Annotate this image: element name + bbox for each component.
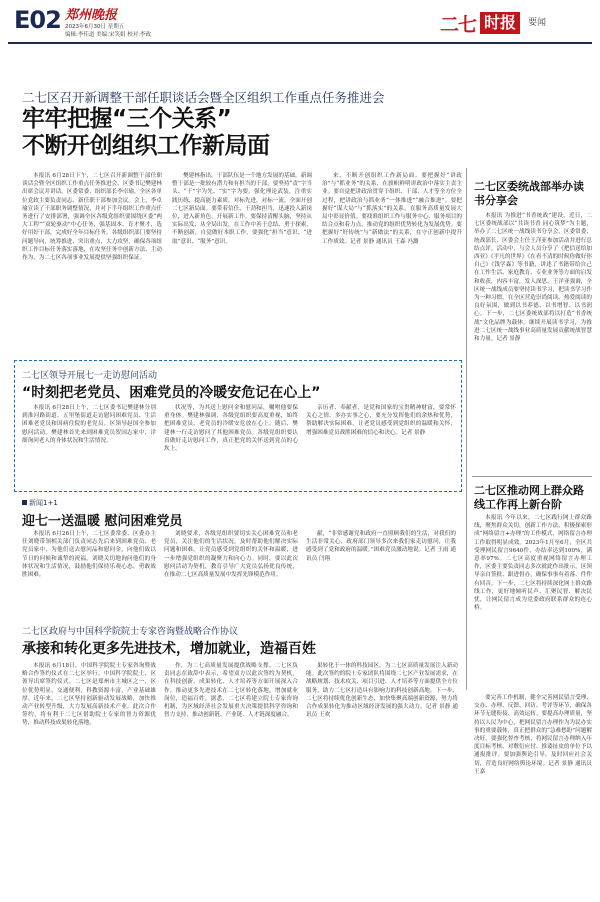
- sidebar2-body-cont: 要完善工作机制，健全完善网民留言受理、交办、办理、反馈、回访、考评等环节，确保各环节无缝衔接、高效运转。要提高办理质量，坚持以人民为中心，把网民留言办理作为为民办实事的重要载体，真正把群众的“急难愁盼”问题解决好。要强化督查考核，将网民留言办理纳入年度目标考核，对敷衍应付、推诿扯皮的单位予以通报批评。要加强舆论引导，及时回应社会关切，营造良好网络舆论环境。记者 景静 通讯员 王嘉: [474, 695, 592, 775]
- story2-col-3: 亲历者、奉献者，是党和国家的宝贵精神财富，要常怀关心之情、多办实事之心，要充分发挥他们的余热和优势，帮助解决实际困难，让老党员感受到党组织的温暖和关怀，增强困难党员战胜困难的信心和决心。记者 景静: [306, 405, 456, 436]
- story3-col-3: 献，“非常感谢党和政府一直照顾我们的生活，对我们的生活非常关心，政府部门领导多次来我们家走访慰问，让我感受到了党和政府的温暖。”困难党员激动地说。记者 王雨 通讯员 闫翔: [306, 531, 456, 562]
- story4-kicker: 二七区政府与中国科学院院士专家咨询暨战略合作协议: [22, 627, 239, 637]
- sidebar2-title: 二七区推动网上群众路线工作再上新台阶: [474, 484, 584, 511]
- section-label: 要闻: [528, 18, 547, 28]
- story4-col-1: 本报讯 6月18日，中国科学院院士专家咨询暨战略合作签约仪式在二七区举行。中国科学院院士、区领导出席签约仪式。二七区是郑州市主城区之一，区位优势明显，交通便利，科教资源丰富，产业基础雄厚。近年来，二七区坚持创新驱动发展战略，加快推动产业转型升级，大力发展高新技术产业。此次合作签约，将有利于二七区借助院士专家的智力资源优势，推动科技成果转化落地。: [22, 663, 156, 727]
- lead-col-2: 樊建林指出，干部队伍是一个地方发展的基础。新调整干部是一批较有潜力和有担当的干部，要坚持“责”字当头、“干”字为先、“实”字为要，强化理论武装，注重实践历练，提高能力素质，对标先进，对标一流，全面开创二七区新局面。要带着信任、干劲和担当，迅速投入新岗位，进入新角色，开展新工作。要保持清醒头脑，坚持从实际出发、从全局出发，在工作中善于总结、勇于探索、不断创新，自觉做好本职工作。要强化“担当”意识、“进取”意识、“服务”意识。: [172, 173, 312, 245]
- tag-square-icon: [22, 500, 27, 505]
- editors-line: 编辑:李佳道 美编:宋笑娟 校对:李政: [65, 32, 152, 38]
- sidebar1-body: 本报讯 为推进“书香统战”建设，近日，二七区委统战部以“共读书香 同心筑梦”为主题，举办了二七区统一战线读书分享会，区委常委、统战部长、区委会主任王洋亚参加活动并进行总结点评。活动中，与会人员分享了《把信送给加西亚》《平凡的世界》《在看不清的时候你做好你自己》《钱学森》等书籍，讲述了书籍带给自己在工作生活、家庭教育、专业业务等方面的启发和收获，内容丰富，发人深思。王洋亚强调，全区统一战线成员要坚持读书学习，把读书学习作为一种习惯，在全区营造崇尚阅读、热爱阅读的良好氛围，做到以书养德、以书增智、以书润心。下一步，二七区委统战部将以打造“书香统战”文化品牌为载体，继续开展读书学习，为推进二七区统一战线事业高质量发展贡献统战智慧和力量。记者 景静: [474, 213, 592, 343]
- page-number: E02: [14, 6, 61, 34]
- story4-col-2: 作，为二七高质量发展提供战略支撑。二七区负责同志在致辞中表示，希望双方以此次签约为契机，在科技创新、成果转化、人才培养等方面开展深入合作，推动更多先进技术在二七区转化落地，增加就业岗位，造福百姓。据悉，二七区将建立院士专家咨询机制，为区域经济社会发展重大决策提供科学咨询和智力支持，推动创新链、产业链、人才链深度融合。: [164, 663, 298, 719]
- story3-col-2: 刘晓要求，各级党组织要切实关心困难党员和老党员，关注他们的生活状况，及时帮助他们解决实际问题和困难，让党员感受到党组织的关怀和温暖，进一步增强党组织的凝聚力和向心力。同时，要以此次慰问活动为契机，教育引导广大党员弘扬优良传统，在推动二七区高质量发展中发挥先锋模范作用。: [164, 531, 298, 579]
- header-rule: [8, 42, 592, 44]
- lead-col-3: 来、不断开创组织工作新局面。要把握好“讲政治”与“抓业务”的关系，在旗帜鲜明讲政治中落实主责主业。要自觉把讲政治贯穿于组织、干部、人才等全方位全过程，把讲政治与抓业务“一体推进”“融合推进”。要把握好“谋大局”与“抓落实”的关系，在服务高质量发展大局中彰显价值。要找准组织工作与服务中心、服务项目的结合点和着力点，推动党的组织优势转化为发展优势。要把握好“好传统”与“新做法”的关系，在守正创新中提升工作质效。记者 景静 通讯员 王森 冯潞: [322, 173, 462, 245]
- story3-headline: 迎七一送温暖 慰问困难党员: [22, 514, 183, 529]
- story3-col-1: 本报讯 6月26日上午，二七区委常委、区委办主任刘晓带领相关部门负责同志先后来到困难党员、老党员家中，为他们送去慰问品和慰问金，向他们致以节日的问候和诚挚的祝福。刘晓关切地询问他们的身体状况和生活情况，鼓励他们保持乐观心态，勇敢战胜困难。: [22, 531, 156, 579]
- lead-headline-2: 不断开创组织工作新局面: [22, 133, 270, 159]
- sidebar2-body: 本报讯 今年以来，二七区践行网上群众路线，聚焦群众关切，创新工作方法，积极探索形成“网络留言+办理”的工作模式，网络留言办理工作取得明显成效。2023年1月至6月，全区共受理网民留言9640件，办结率达到100%，满意率97%。二七区高度重视网络留言办理工作，区委主要负责同志多次就此作出批示，区领导亲自签批、跟进督办，确保事事有着落、件件有回音。下一步，二七区将持续深化网上群众路线工作，更好地倾听民声、汇聚民智、解决民忧，让网民留言成为党委政府联系群众的连心桥。: [474, 515, 592, 612]
- lead-col-1: 本报讯 6月28日下午，二七区召开新调整干部任职谈话会暨全区组织工作重点任务推进会。区委书记樊建林出席会议并讲话。区委常委、组织部长李卓瑜，全区各单位党政主要负责同志、新任职干部参加会议。会上，李卓瑜宣读了干部职务调整情况，并对下半年组织工作重点任务进行了安排部署，强调全区各级党组织要围绕区委“两大工程”“双轮驱动”中心任务，强基固本、育才聚才，选好用好干部，完成好全年目标任务。各级组织部门要坚持问题导向，统筹推进、突出重点、大力攻坚，确保各项组织工作目标任务落实落地，在攻坚任务中创新方法、主动作为，为二七区各项事业发展提供坚强组织保证。: [22, 173, 162, 262]
- story3-tag: 新闻1+1: [22, 498, 58, 508]
- sidebar1-title: 二七区委统战部举办读书分享会: [474, 180, 584, 207]
- newspaper-logo: 郑州晚报: [65, 8, 118, 23]
- story2-kicker: 二七区领导开展七一走访慰问活动: [22, 371, 158, 381]
- story4-headline: 承接和转化更多先进技术，增加就业，造福百姓: [22, 641, 316, 657]
- story2-col-1: 本报讯 6月28日上午，二七区委书记樊建林分别到淮河路街道、五里堡街道走访慰问困难党员、生活困难老党员和因病住院的老党员。区领导赵国全参加慰问活动。樊建林首先来到困难党员贺国志家中，详细询问老人的身体状况和生活情况。: [22, 405, 156, 444]
- lead-headline-1: 牢牢把握“三个关系”: [22, 106, 232, 132]
- brand-left-text: 二七: [440, 14, 477, 36]
- sidebar-rule: [472, 476, 592, 477]
- story2-col-2: 状况等，为其送上慰问金和慰问品，嘱咐他要保重身体。樊建林强调，各级党组织要高度重视，始终把困难党员、老党员的冷暖安危放在心上。随后，樊建林一行走访慰问了其他困难党员。各级党组织要认真做好走访慰问工作，真正把党的关怀送到党员的心坎上。: [164, 405, 298, 453]
- lead-kicker: 二七区召开新调整干部任职谈话会暨全区组织工作重点任务推进会: [22, 90, 385, 105]
- story2-headline: “时刻把老党员、困难党员的冷暖安危记在心上”: [22, 385, 321, 401]
- brand-box-text: 时报: [480, 12, 520, 34]
- sidebar-divider: [466, 168, 467, 690]
- section-brand: [440, 10, 520, 38]
- story4-col-3: 果转化于一体的科技园区，为二七区高质量发展注入新动能。此次签约的院士专家团队将围绕二七区产业发展需求，在战略规划、技术攻关、项目引进、人才培养等方面提供全方位服务，助力二七区打造具有影响力的科技创新高地。下一步，二七区将持续优化创新生态，加快集聚高端创新资源，努力将合作成果转化为推动区域经济发展的强大动力。记者 景静 通讯员 王欢: [306, 663, 458, 719]
- date-line: 2023年6月30日 星期五: [65, 24, 125, 30]
